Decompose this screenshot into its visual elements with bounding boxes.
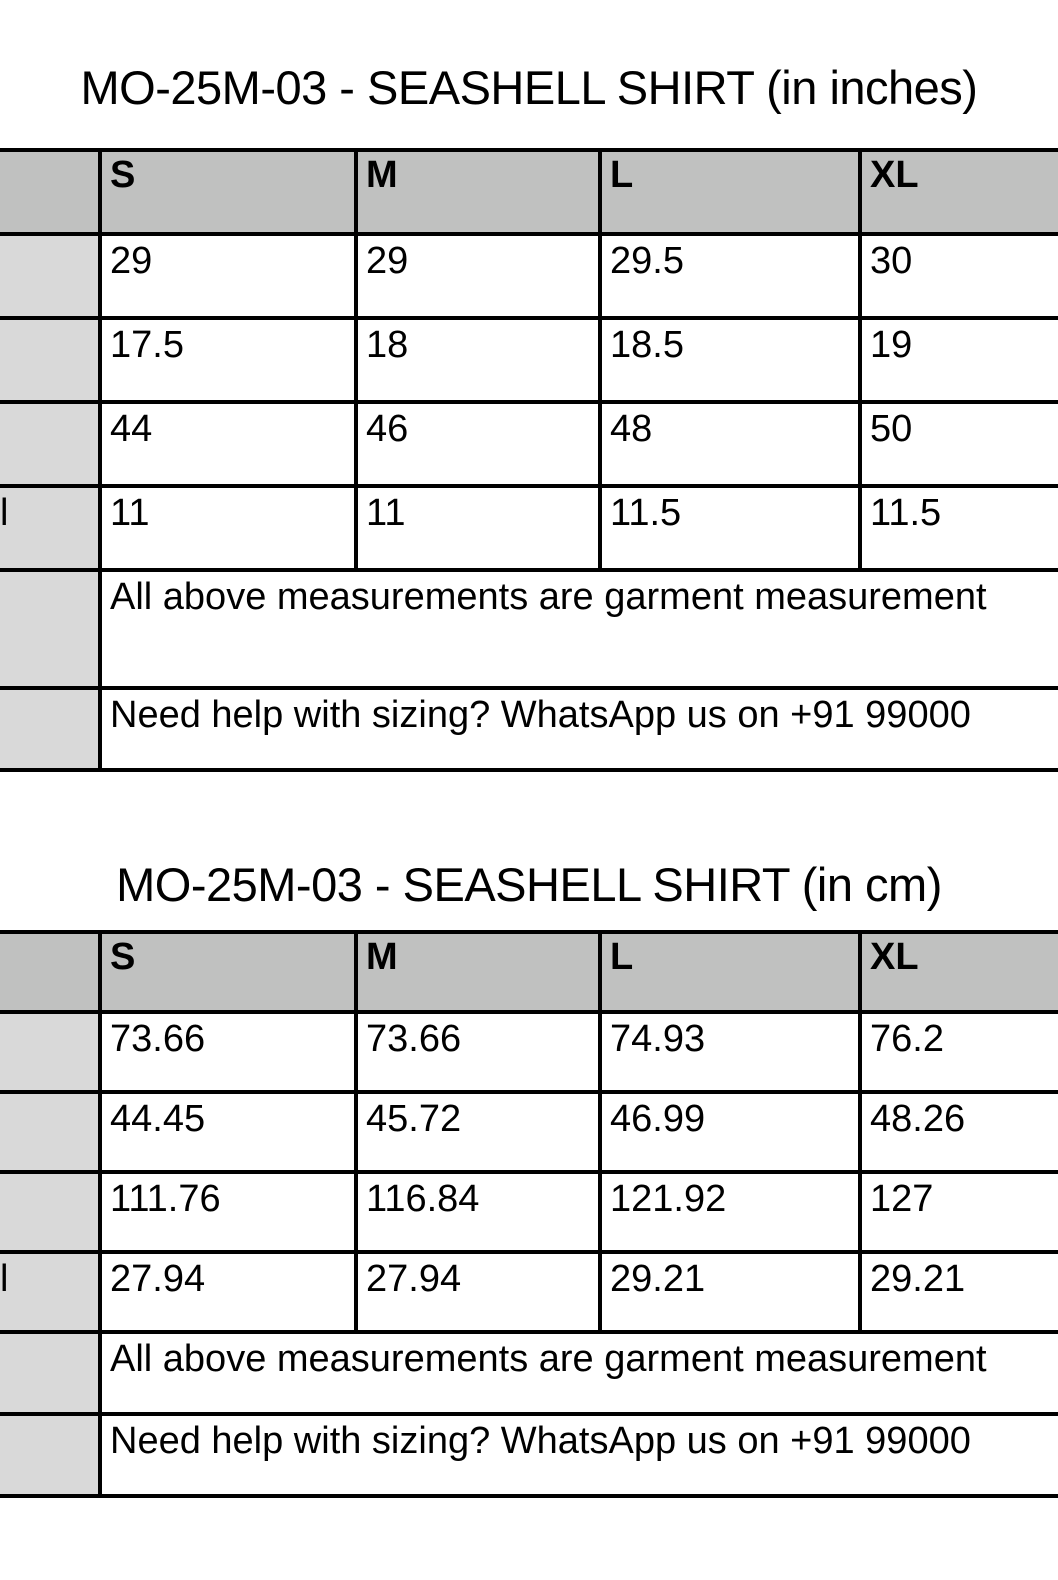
table-row xyxy=(0,1092,1058,1172)
value-m: 73.66 xyxy=(366,1018,462,1060)
value-xl: 29.21 xyxy=(870,1258,966,1300)
value-s: 111.76 xyxy=(110,1178,221,1220)
size-chart-title-inches: MO-25M-03 - SEASHELL SHIRT (in inches) xyxy=(80,61,978,114)
row-label: l xyxy=(0,1252,100,1332)
header-row xyxy=(0,930,1058,1012)
value-m: 27.94 xyxy=(366,1258,462,1300)
divider xyxy=(0,316,1058,320)
row-label xyxy=(0,402,100,486)
divider xyxy=(0,686,1058,690)
divider xyxy=(0,1412,1058,1416)
value-s: 17.5 xyxy=(110,324,184,366)
size-chart-title-cm: MO-25M-03 - SEASHELL SHIRT (in cm) xyxy=(116,858,942,911)
divider xyxy=(0,1250,1058,1254)
garment-note: All above measurements are garment measurement xyxy=(110,1338,987,1380)
divider xyxy=(0,930,1058,934)
divider xyxy=(354,148,358,572)
note-row xyxy=(0,1332,1058,1414)
value-m: 11 xyxy=(366,492,406,534)
value-l: 46.99 xyxy=(610,1098,706,1140)
table-row xyxy=(0,318,1058,402)
value-l: 18.5 xyxy=(610,324,684,366)
header-size-s: S xyxy=(100,930,356,1012)
value-m: 116.84 xyxy=(366,1178,480,1220)
value-l: 29.5 xyxy=(610,240,684,282)
note-row xyxy=(0,570,1058,688)
divider xyxy=(98,148,102,772)
divider xyxy=(98,930,102,1498)
value-s: 44 xyxy=(110,408,153,450)
header-size-xl: XL xyxy=(860,148,1058,234)
value-s: 11 xyxy=(110,492,150,534)
value-l: 29.21 xyxy=(610,1258,706,1300)
help-row xyxy=(0,688,1058,772)
whatsapp-help-text: Need help with sizing? WhatsApp us on +91 99000 xyxy=(110,694,971,736)
row-label xyxy=(0,570,100,688)
header-size-s: S xyxy=(100,148,356,234)
divider xyxy=(0,232,1058,236)
divider xyxy=(0,1170,1058,1174)
header-size-xl: XL xyxy=(860,930,1058,1012)
table-row xyxy=(0,1012,1058,1092)
value-xl: 19 xyxy=(870,324,913,366)
row-label xyxy=(0,1172,100,1252)
value-m: 29 xyxy=(366,240,409,282)
value-xl: 50 xyxy=(870,408,913,450)
header-label-cell xyxy=(0,930,100,1012)
table-row xyxy=(0,1172,1058,1252)
divider xyxy=(858,148,862,572)
value-m: 45.72 xyxy=(366,1098,462,1140)
row-label xyxy=(0,1414,100,1496)
value-xl: 11.5 xyxy=(870,492,942,534)
header-size-m: M xyxy=(356,148,600,234)
row-label xyxy=(0,1332,100,1414)
divider xyxy=(598,148,602,572)
divider xyxy=(598,930,602,1334)
table-row xyxy=(0,402,1058,486)
value-xl: 30 xyxy=(870,240,913,282)
divider xyxy=(0,768,1058,772)
divider xyxy=(0,148,1058,152)
header-label-cell xyxy=(0,148,100,234)
row-label xyxy=(0,1092,100,1172)
divider xyxy=(0,1090,1058,1094)
divider xyxy=(0,400,1058,404)
value-l: 121.92 xyxy=(610,1178,727,1220)
value-m: 18 xyxy=(366,324,409,366)
whatsapp-help-text: Need help with sizing? WhatsApp us on +91 99000 xyxy=(110,1420,971,1462)
garment-note: All above measurements are garment measurement xyxy=(110,576,987,618)
value-s: 44.45 xyxy=(110,1098,206,1140)
value-l: 74.93 xyxy=(610,1018,706,1060)
value-m: 46 xyxy=(366,408,409,450)
row-label: l xyxy=(0,486,100,570)
value-xl: 127 xyxy=(870,1178,934,1220)
value-s: 73.66 xyxy=(110,1018,206,1060)
value-l: 11.5 xyxy=(610,492,682,534)
divider xyxy=(0,1330,1058,1334)
value-xl: 76.2 xyxy=(870,1018,944,1060)
header-size-l: L xyxy=(600,148,860,234)
header-size-l: L xyxy=(600,930,860,1012)
row-label xyxy=(0,688,100,772)
row-label xyxy=(0,318,100,402)
divider xyxy=(0,1010,1058,1014)
value-s: 27.94 xyxy=(110,1258,206,1300)
divider xyxy=(354,930,358,1334)
divider xyxy=(0,484,1058,488)
divider xyxy=(858,930,862,1334)
divider xyxy=(0,568,1058,572)
table-row xyxy=(0,1252,1058,1332)
table-row xyxy=(0,486,1058,570)
table-row xyxy=(0,234,1058,318)
value-l: 48 xyxy=(610,408,653,450)
row-label xyxy=(0,1012,100,1092)
size-table-cm xyxy=(0,930,1058,1500)
value-xl: 48.26 xyxy=(870,1098,966,1140)
row-label xyxy=(0,234,100,318)
help-row xyxy=(0,1414,1058,1496)
divider xyxy=(0,1494,1058,1498)
size-table-inches xyxy=(0,148,1058,772)
header-size-m: M xyxy=(356,930,600,1012)
value-s: 29 xyxy=(110,240,153,282)
header-row xyxy=(0,148,1058,234)
